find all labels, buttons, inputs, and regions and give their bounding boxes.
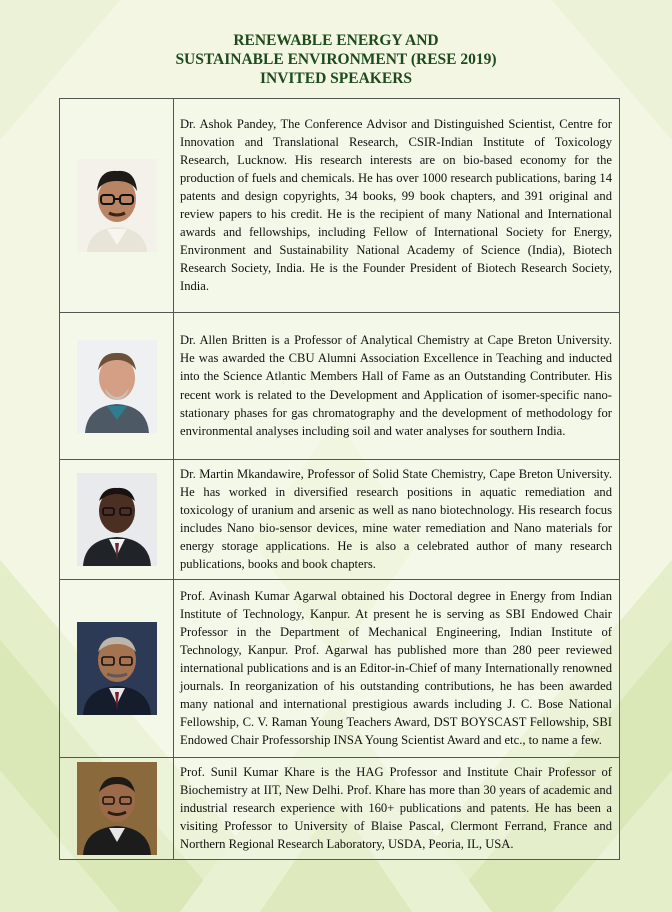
speaker-photo-cell — [60, 580, 174, 758]
title-line-1: RENEWABLE ENERGY AND — [233, 32, 439, 49]
speakers-table — [59, 98, 620, 860]
speaker-row-mkandawire — [60, 460, 620, 580]
portrait-photo — [77, 473, 157, 566]
title-line-2: SUSTAINABLE ENVIRONMENT (RESE 2019) — [175, 51, 497, 68]
speaker-row-agarwal — [60, 580, 620, 758]
speaker-photo-cell — [60, 460, 174, 580]
speaker-bio: Prof. Sunil Kumar Khare is the HAG Professor and Institute Chair Professor of Biochemistry at IIT, New Delhi. Prof. Khare has more than 30 years of academic and industrial research experience with 160+ publications and patents. He has been a visiting Professor to University of Blaise Pascal, Clermont Ferrand, France and Northern Regional Research Laboratory, USDA, Peoria, IL, USA. — [174, 758, 620, 860]
speaker-photo-cell — [60, 313, 174, 460]
portrait-photo — [77, 762, 157, 855]
speaker-bio: Dr. Ashok Pandey, The Conference Advisor and Distinguished Scientist, Centre for Innovation and Translational Research, CSIR-Indian Institute of Toxicology Research, Lucknow. His research interests are on bio-based economy for the production of fuels and chemicals. He has over 1000 research publications, baring 14 patents and design copyrights, 34 books, 99 book chapters, and 391 original and review papers to his credit. He is the recipient of many National and International awards and fellowships, including Fellow of International Society for Energy, Environment and Sustainability National Academy of Science (India), Biotech Research Society, India. He is the Founder President of Biotech Research Society, India. — [174, 99, 620, 313]
portrait-photo — [77, 622, 157, 715]
speaker-photo-cell — [60, 758, 174, 860]
portrait-photo — [77, 340, 157, 433]
speaker-row-khare — [60, 758, 620, 860]
speaker-row-britten — [60, 313, 620, 460]
speaker-bio: Dr. Martin Mkandawire, Professor of Solid State Chemistry, Cape Breton University. He has worked in diversified research positions in aquatic remediation and toxicology of uranium and arsenic as well as nano biotechnology. His research focus includes Nano bio-sensor devices, mine water remediation and Nano materials for energy storage applications. He is also a celebrated author of many research publications, books and book chapters. — [174, 460, 620, 580]
title-line-3: INVITED SPEAKERS — [259, 70, 413, 87]
speaker-photo-cell — [60, 99, 174, 313]
speaker-bio: Prof. Avinash Kumar Agarwal obtained his Doctoral degree in Energy from Indian Institute of Technology, Kanpur. At present he is serving as SBI Endowed Chair Professor in the Department of Mechanical Engineering, Indian Institute of Technology, Kanpur. Prof. Agarwal has published more than 280 peer reviewed international publications and is an Editor-in-Chief of many Internationally renowned journals. In reorganization of his outstanding contributions, he has been awarded many national and international prestigious awards including J. C. Bose National Fellowship, C. V. Raman Young Teachers Award, DST BOYSCAST Fellowship, SBI Endowed Chair Professorship INSA Young Scientist Award and etc., to name a few. — [174, 580, 620, 758]
page-title — [0, 31, 672, 88]
portrait-photo — [77, 159, 157, 252]
speaker-bio: Dr. Allen Britten is a Professor of Analytical Chemistry at Cape Breton University. He was awarded the CBU Alumni Association Excellence in Teaching and inducted into the Science Atlantic Members Hall of Fame as an Outstanding Contributer. His recent work is related to the Development and Application of isomer-specific nano-stationary phases for gas chromatography and the development of methodology for environmental analyses including soil and water analyses for southern India. — [174, 313, 620, 460]
speaker-row-pandey — [60, 99, 620, 313]
